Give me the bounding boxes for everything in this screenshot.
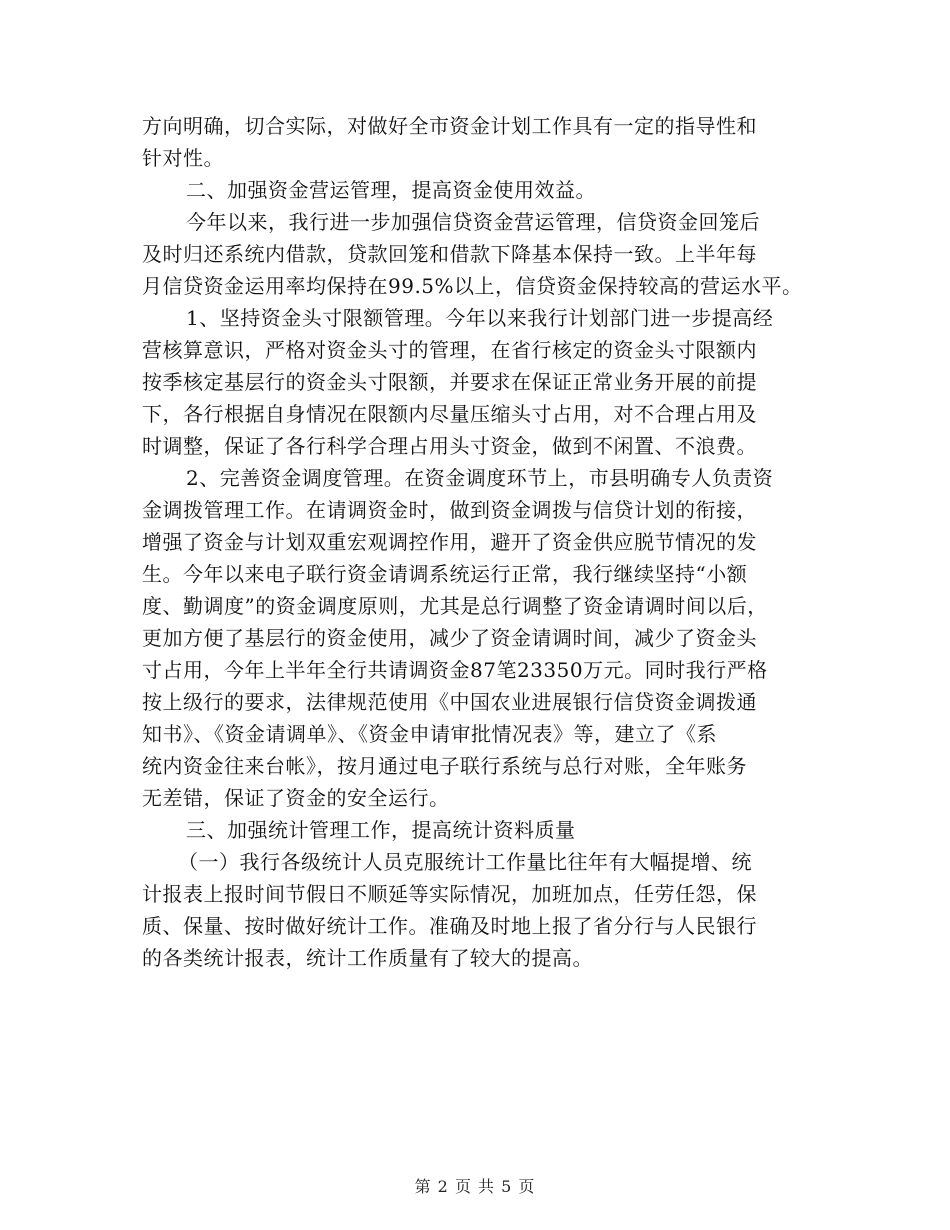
text-line: 下，各行根据自身情况在限额内尽量压缩头寸占用，对不合理占用及 — [142, 402, 757, 426]
text-line: 2、完善资金调度管理。在资金调度环节上，市县明确专人负责资 — [186, 466, 774, 490]
text-line: 的各类统计报表，统计工作质量有了较大的提高。 — [142, 946, 593, 970]
section-heading: 三、加强统计管理工作，提高统计资料质量 — [186, 818, 576, 842]
text-line: 按上级行的要求，法律规范使用《中国农业进展银行信贷资金调拨通 — [142, 690, 757, 714]
text-line: 更加方便了基层行的资金使用，减少了资金请调时间，减少了资金头 — [142, 626, 757, 650]
page-number-footer: 第 2 页 共 5 页 — [414, 1177, 536, 1196]
text-line: 生。今年以来电子联行资金请调系统运行正常，我行继续坚持“小额 — [142, 562, 748, 586]
text-line: 无差错，保证了资金的安全运行。 — [142, 786, 450, 810]
text-line: 寸占用，今年上半年全行共请调资金87笔23350万元。同时我行严格 — [142, 658, 768, 682]
text-line: 知书》、《资金请调单》、《资金申请审批情况表》等，建立了《系 — [142, 722, 717, 746]
text-line: 统内资金往来台帐》，按月通过电子联行系统与总行对账，全年账务 — [142, 754, 747, 778]
text-line: 针对性。 — [142, 146, 224, 170]
text-line: 1、坚持资金头寸限额管理。今年以来我行计划部门进一步提高经 — [186, 306, 774, 330]
text-line: （一）我行各级统计人员克服统计工作量比往年有大幅提增、统 — [178, 850, 752, 874]
text-line: 月信贷资金运用率均保持在99.5%以上，信贷资金保持较高的营运水平。 — [142, 274, 803, 298]
text-line: 计报表上报时间节假日不顺延等实际情况，加班加点，任劳任怨，保 — [142, 882, 757, 906]
document-body — [142, 110, 822, 974]
text-line: 质、保量、按时做好统计工作。准确及时地上报了省分行与人民银行 — [142, 914, 757, 938]
section-heading: 二、加强资金营运管理，提高资金使用效益。 — [186, 178, 596, 202]
text-line: 度、勤调度”的资金调度原则，尤其是总行调整了资金请调时间以后， — [142, 594, 768, 618]
text-line: 按季核定基层行的资金头寸限额，并要求在保证正常业务开展的前提 — [142, 370, 757, 394]
text-line: 今年以来，我行进一步加强信贷资金营运管理，信贷资金回笼后 — [186, 210, 760, 234]
text-line: 营核算意识，严格对资金头寸的管理，在省行核定的资金头寸限额内 — [142, 338, 757, 362]
text-line: 金调拨管理工作。在请调资金时，做到资金调拨与信贷计划的衔接， — [142, 498, 757, 522]
text-line: 时调整，保证了各行科学合理占用头寸资金，做到不闲置、不浪费。 — [142, 434, 757, 458]
text-line: 增强了资金与计划双重宏观调控作用，避开了资金供应脱节情况的发 — [142, 530, 757, 554]
text-line: 方向明确，切合实际，对做好全市资金计划工作具有一定的指导性和 — [142, 114, 757, 138]
text-line: 及时归还系统内借款，贷款回笼和借款下降基本保持一致。上半年每 — [142, 242, 757, 266]
